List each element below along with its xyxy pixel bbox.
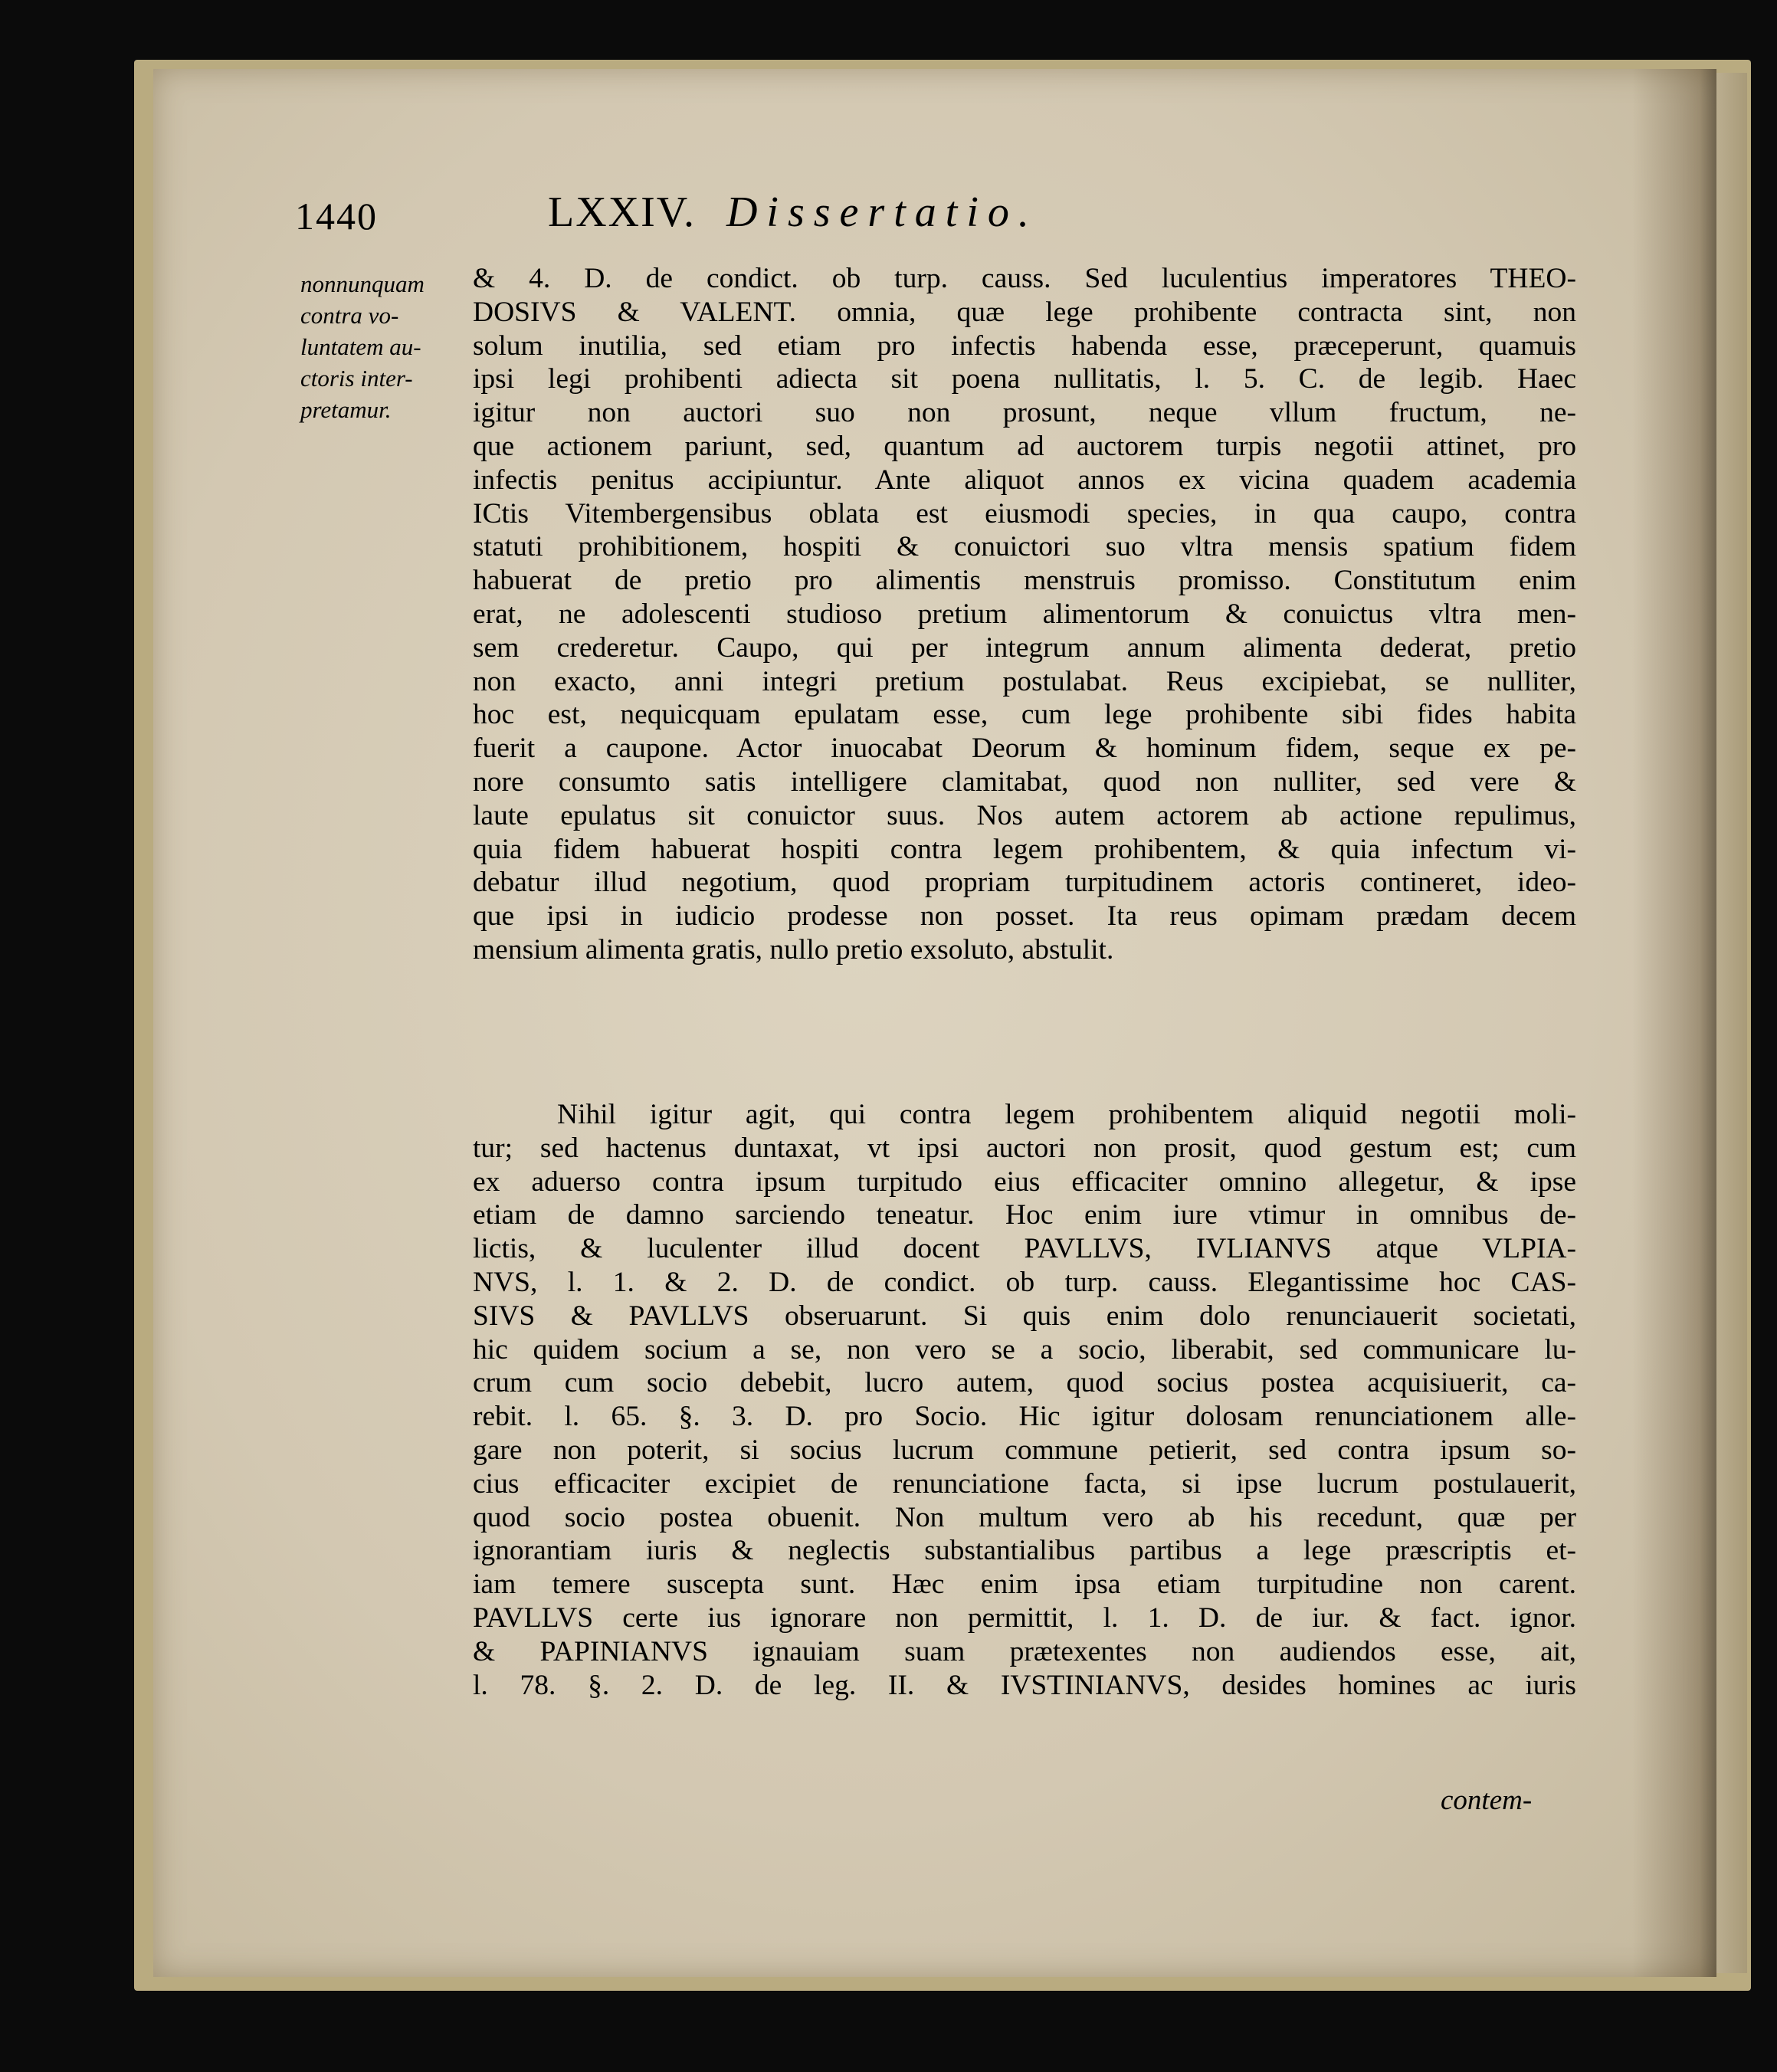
- margin-note-line: ctoris inter-: [300, 365, 413, 392]
- text-line: igitur non auctori suo non prosunt, neque vllum fructum, ne-: [473, 397, 1576, 429]
- text-line: quod socio postea obuenit. Non multum vero ab his recedunt, quæ per: [473, 1501, 1576, 1533]
- paragraph-2: [473, 1098, 1576, 1702]
- text-line: laute epulatus sit conuictor suus. Nos autem actorem ab actione repulimus,: [473, 799, 1576, 831]
- title-roman: LXXIV.: [548, 189, 696, 236]
- text-line: crum cum socio debebit, lucro autem, quod socius postea acquisiuerit, ca-: [473, 1367, 1576, 1399]
- page-gutter-shadow: [1632, 69, 1716, 1977]
- text-line: ex aduerso contra ipsum turpitudo eius efficaciter omnino allegetur, & ipse: [473, 1166, 1576, 1198]
- text-line: rebit. l. 65. §. 3. D. pro Socio. Hic igitur dolosam renunciationem alle-: [473, 1401, 1576, 1433]
- text-line: hic quidem socium a se, non vero se a socio, liberabit, sed communicare lu-: [473, 1333, 1576, 1365]
- text-line: solum inutilia, sed etiam pro infectis habenda esse, præceperunt, quamuis: [473, 329, 1576, 362]
- text-line: SIVS & PAVLLVS obseruarunt. Si quis enim dolo renunciauerit societati,: [473, 1300, 1576, 1332]
- text-line: iam temere suscepta sunt. Hæc enim ipsa etiam turpitudine non carent.: [473, 1569, 1576, 1601]
- text-line: l. 78. §. 2. D. de leg. II. & IVSTINIANVS, desides homines ac iuris: [473, 1669, 1576, 1701]
- text-line: fuerit a caupone. Actor inuocabat Deorum & hominum fidem, seque ex pe-: [473, 733, 1576, 765]
- text-line: & 4. D. de condict. ob turp. causs. Sed luculentius imperatores THEO-: [473, 263, 1576, 294]
- text-line: NVS, l. 1. & 2. D. de condict. ob turp. causs. Elegantissime hoc CAS-: [473, 1266, 1576, 1298]
- text-line: habuerat de pretio pro alimentis menstruis promisso. Constitutum enim: [473, 565, 1576, 597]
- margin-note-line: luntatem au-: [300, 333, 421, 360]
- text-line: que actionem pariunt, sed, quantum ad auctorem turpis negotii attinet, pro: [473, 430, 1576, 462]
- text-line: etiam de damno sarciendo teneatur. Hoc enim iure vtimur in omnibus de-: [473, 1199, 1576, 1231]
- page-title: [548, 188, 1038, 237]
- text-line: ipsi legi prohibenti adiecta sit poena nullitatis, l. 5. C. de legib. Haec: [473, 363, 1576, 395]
- margin-note-line: contra vo-: [300, 302, 399, 329]
- text-line: statuti prohibitionem, hospiti & conuictori suo vltra mensis spatium fidem: [473, 531, 1576, 563]
- title-italic: Dissertatio.: [726, 189, 1038, 236]
- text-line: hoc est, nequicquam epulatam esse, cum lege prohibente sibi fides habita: [473, 699, 1576, 731]
- text-line: ignorantiam iuris & neglectis substantialibus partibus a lege præscriptis et-: [473, 1535, 1576, 1567]
- text-line: DOSIVS & VALENT. omnia, quæ lege prohibente contracta sint, non: [473, 296, 1576, 328]
- text-line: quia fidem habuerat hospiti contra legem prohibentem, & quia infectum vi-: [473, 833, 1576, 865]
- margin-note-line: nonnunquam: [300, 270, 425, 297]
- text-line: ICtis Vitembergensibus oblata est eiusmodi species, in qua caupo, contra: [473, 497, 1576, 529]
- paragraph-1: [473, 262, 1576, 967]
- text-line: infectis penitus accipiuntur. Ante aliquot annos ex vicina quadem academia: [473, 464, 1576, 496]
- catchword: contem-: [1441, 1785, 1533, 1816]
- text-line: non exacto, anni integri pretium postulabat. Reus excipiebat, se nulliter,: [473, 665, 1576, 697]
- text-line: cius efficaciter excipiet de renunciatione facta, si ipse lucrum postulauerit,: [473, 1467, 1576, 1500]
- text-line: mensium alimenta gratis, nullo pretio exsoluto, abstulit.: [473, 933, 1114, 966]
- page-number: 1440: [295, 195, 378, 238]
- margin-note-line: pretamur.: [300, 396, 392, 423]
- text-line: & PAPINIANVS ignauiam suam prætexentes non audiendos esse, ait,: [473, 1635, 1576, 1667]
- text-line: gare non poterit, si socius lucrum commune petierit, sed contra ipsum so-: [473, 1434, 1576, 1466]
- text-line: que ipsi in iudicio prodesse non posset. Ita reus opimam prædam decem: [473, 900, 1576, 933]
- text-line: nore consumto satis intelligere clamitabat, quod non nulliter, sed vere &: [473, 766, 1576, 798]
- text-line: erat, ne adolescenti studioso pretium alimentorum & conuictus vltra men-: [473, 598, 1576, 630]
- margin-note: [300, 268, 469, 425]
- text-line: sem crederetur. Caupo, qui per integrum annum alimenta dederat, pretio: [473, 631, 1576, 664]
- running-header: [295, 188, 1598, 249]
- text-line: PAVLLVS certe ius ignorare non permittit, l. 1. D. de iur. & fact. ignor.: [473, 1602, 1576, 1634]
- text-line: debatur illud negotium, quod propriam turpitudinem actoris contineret, ideo-: [473, 867, 1576, 899]
- text-line: lictis, & luculenter illud docent PAVLLVS, IVLIANVS atque VLPIA-: [473, 1233, 1576, 1265]
- text-line: Nihil igitur agit, qui contra legem prohibentem aliquid negotii moli-: [557, 1099, 1576, 1130]
- text-line: tur; sed hactenus duntaxat, vt ipsi auctori non prosit, quod gestum est; cum: [473, 1132, 1576, 1164]
